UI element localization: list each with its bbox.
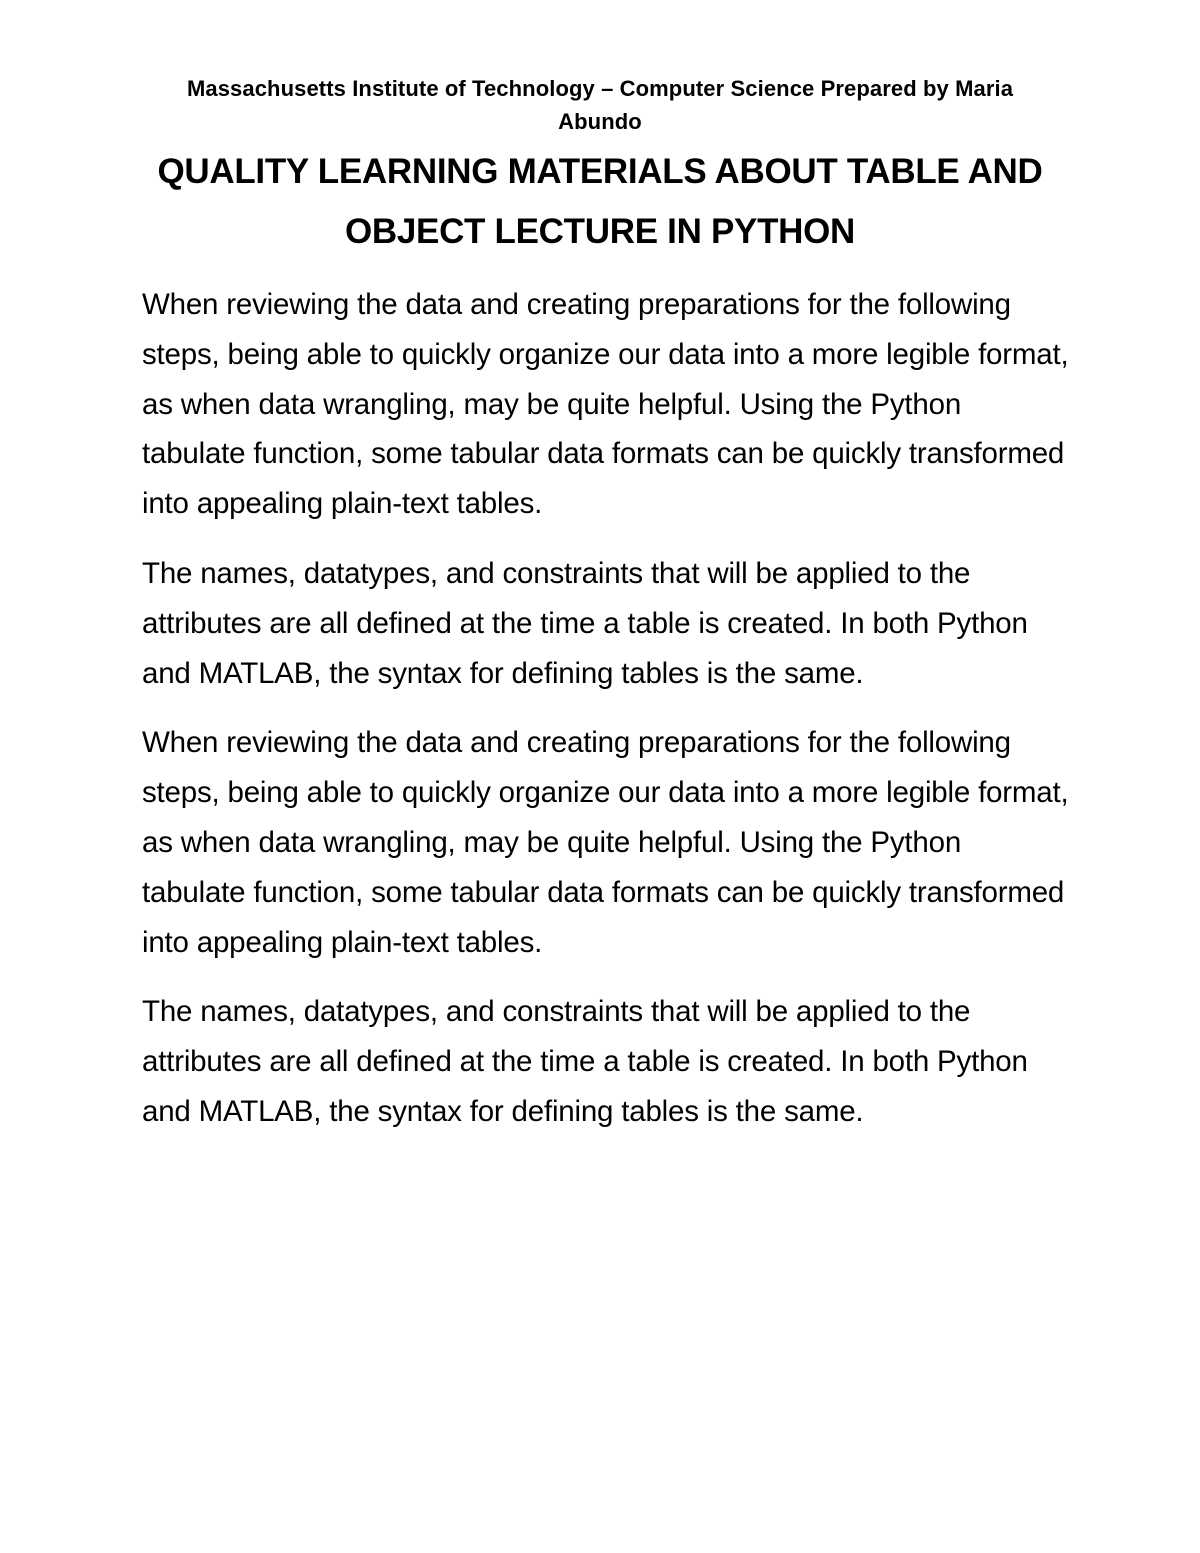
document-header: Massachusetts Institute of Technology – Computer Science Prepared by Maria Abundo bbox=[186, 76, 1014, 134]
document-body bbox=[142, 280, 1072, 1157]
paragraph: The names, datatypes, and constraints that will be applied to the attributes are all defined at the time a table is created. In both Python and MATLAB, the syntax for defining tables is the same. bbox=[142, 556, 1028, 690]
paragraph: The names, datatypes, and constraints that will be applied to the attributes are all defined at the time a table is created. In both Python and MATLAB, the syntax for defining tables is the same. bbox=[142, 995, 1028, 1128]
paragraph: When reviewing the data and creating preparations for the following steps, being able to quickly organize our data into a more legible format, as when data wrangling, may be quite helpful. Using the Python tabulate function, some tabular data formats can be quickly transformed into appealing plain-text tables. bbox=[142, 726, 1069, 959]
document-title: QUALITY LEARNING MATERIALS ABOUT TABLE AND OBJECT LECTURE IN PYTHON bbox=[157, 152, 1043, 251]
paragraph: When reviewing the data and creating preparations for the following steps, being able to quickly organize our data into a more legible format, as when data wrangling, may be quite helpful. Using the Python tabulate function, some tabular data formats can be quickly transformed into appealing plain-text tables. bbox=[142, 288, 1069, 521]
